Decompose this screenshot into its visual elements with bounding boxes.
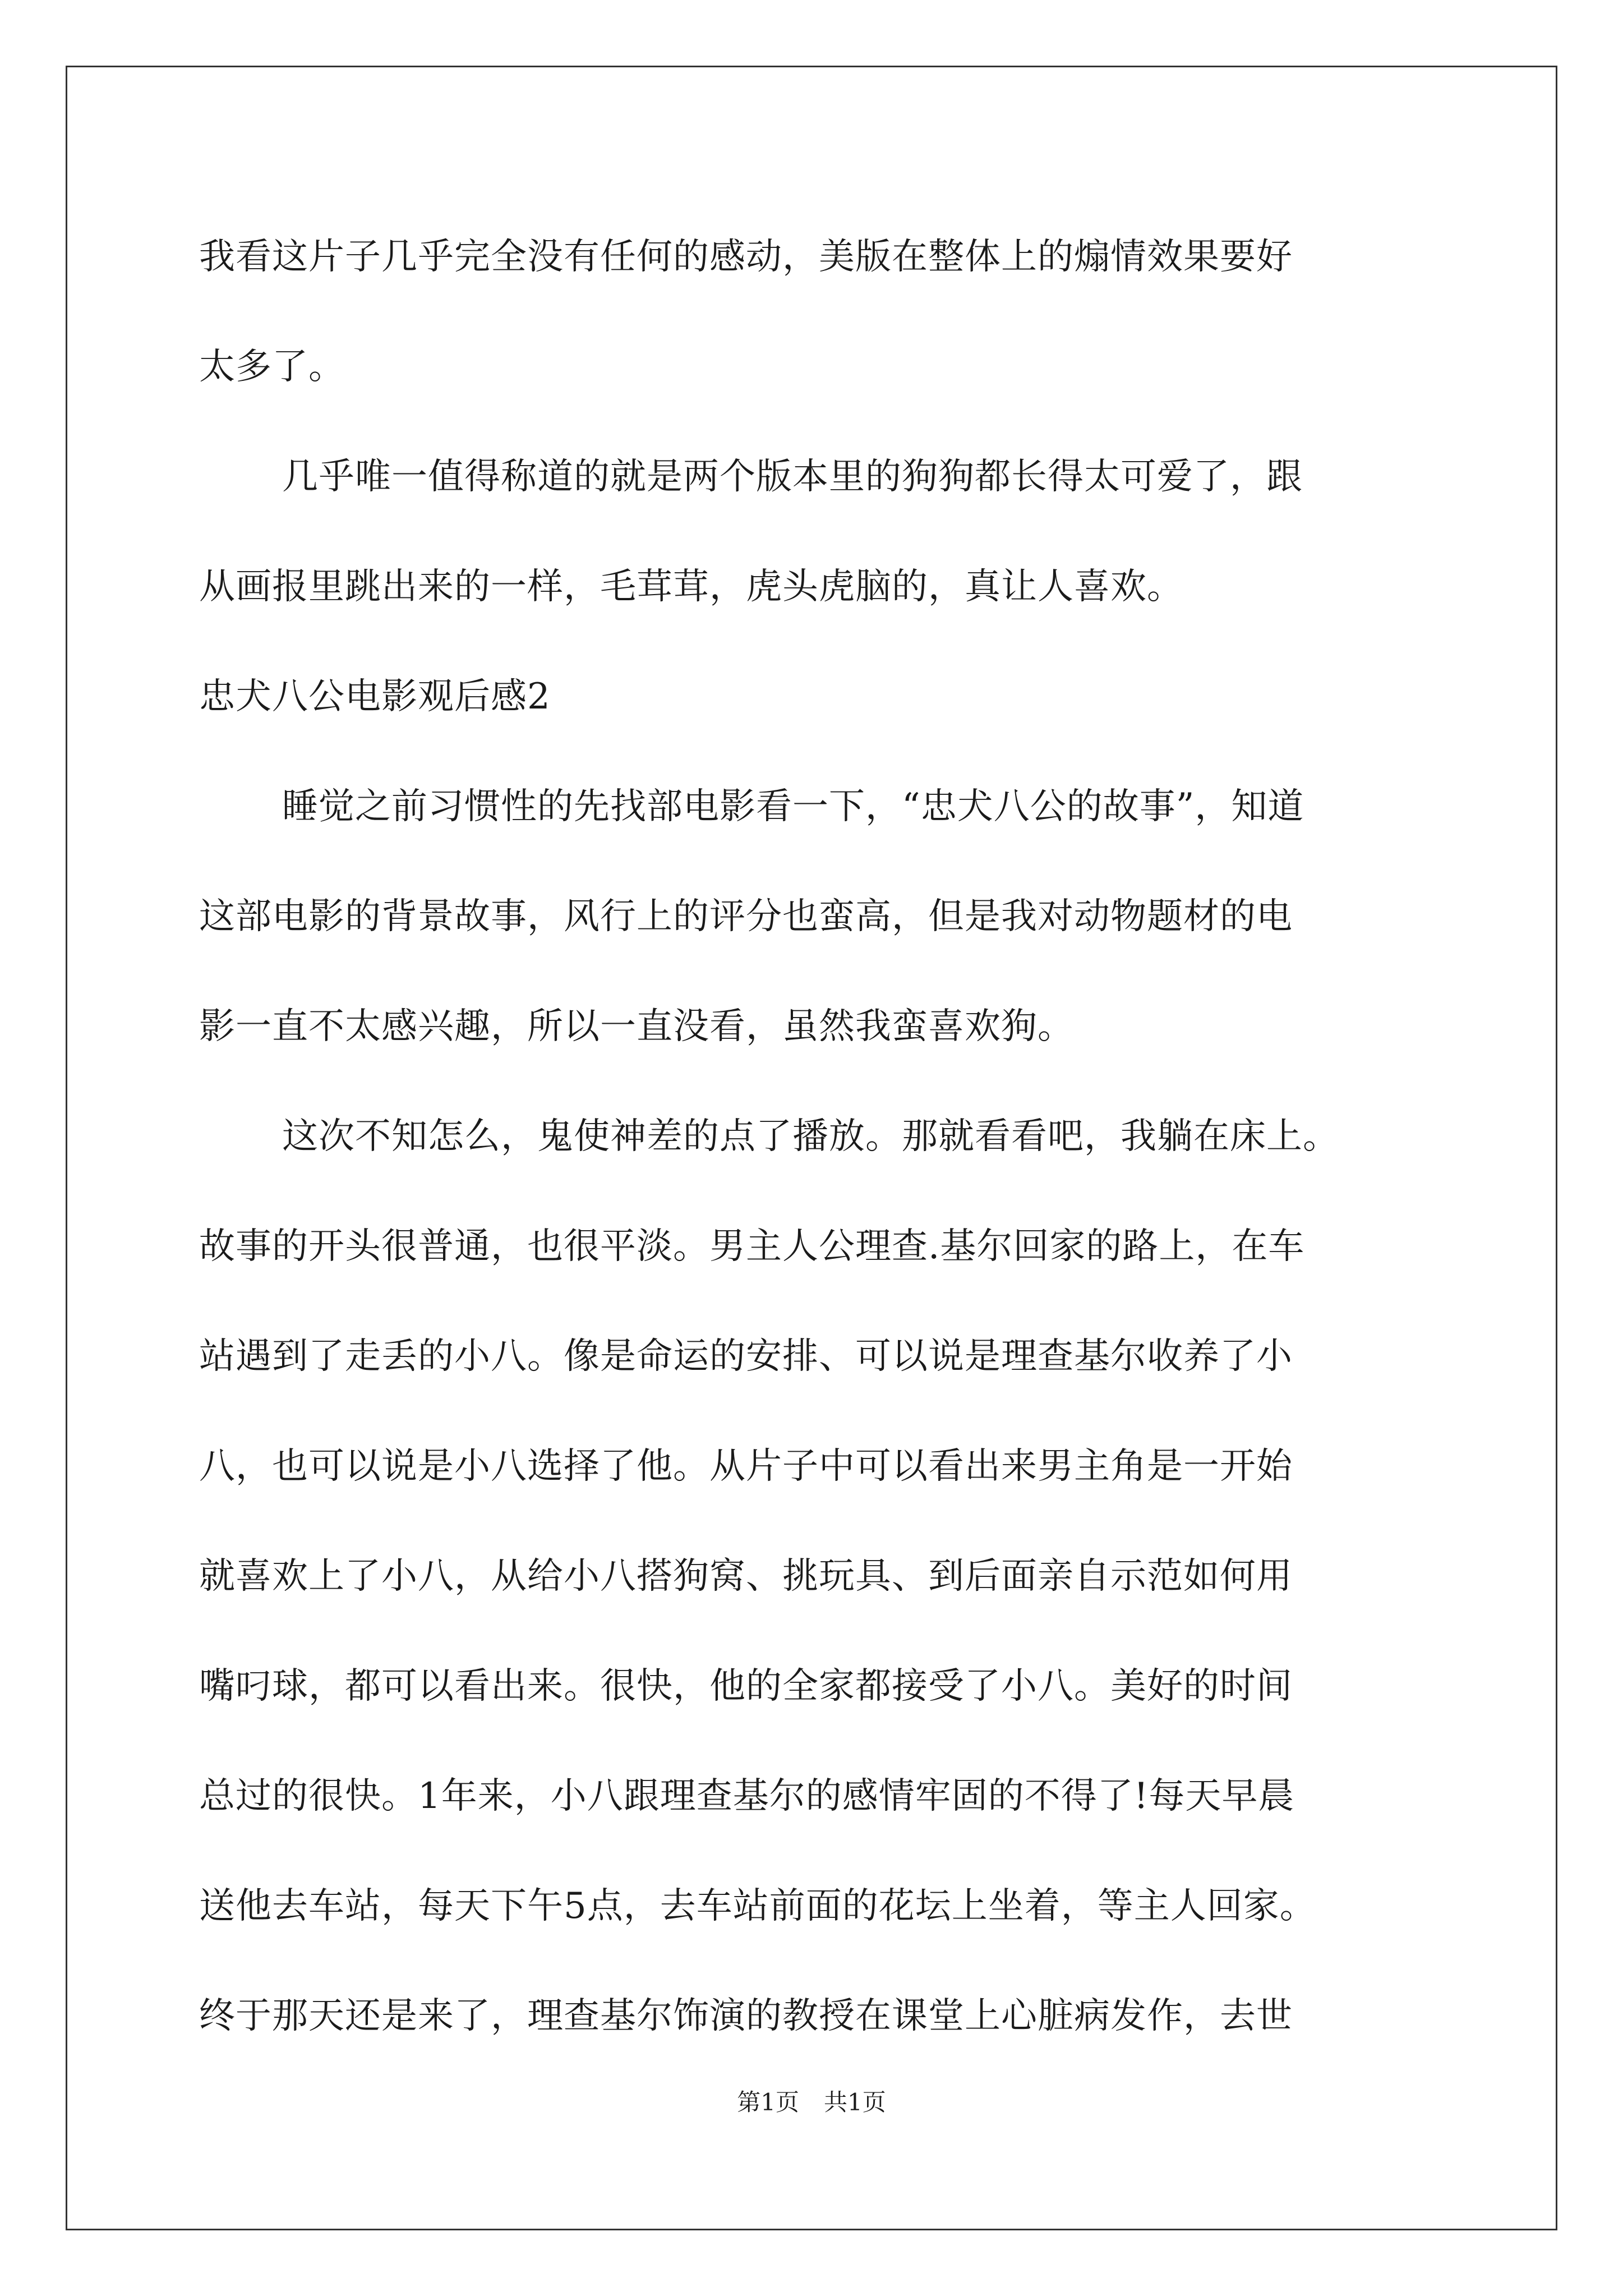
text-line: 故事的开头很普通，也很平淡。男主人公理查.基尔回家的路上，在车 — [199, 1226, 1305, 1267]
section-heading: 忠犬八公电影观后感2 — [199, 676, 551, 717]
text-line: 睡觉之前习惯性的先找部电影看一下，“忠犬八公的故事”，知道 — [282, 786, 1304, 827]
text-line: 总过的很快。1年来，小八跟理查基尔的感情牢固的不得了!每天早晨 — [199, 1775, 1295, 1817]
text-line: 就喜欢上了小八，从给小八搭狗窝、挑玩具、到后面亲自示范如何用 — [199, 1556, 1293, 1597]
text-line: 终于那天还是来了，理查基尔饰演的教授在课堂上心脏病发作，去世 — [199, 1995, 1293, 2037]
text-line: 嘴叼球，都可以看出来。很快，他的全家都接受了小八。美好的时间 — [199, 1665, 1293, 1707]
text-line: 送他去车站，每天下午5点，去车站前面的花坛上坐着，等主人回家。 — [199, 1885, 1316, 1927]
document-body — [199, 202, 1433, 2071]
text-line: 几乎唯一值得称道的就是两个版本里的狗狗都长得太可爱了，跟 — [282, 456, 1303, 498]
page-footer — [0, 2086, 1623, 2119]
text-line: 太多了。 — [199, 346, 345, 388]
text-line: 八，也可以说是小八选择了他。从片子中可以看出来男主角是一开始 — [199, 1446, 1293, 1487]
text-line: 从画报里跳出来的一样，毛茸茸，虎头虎脑的，真让人喜欢。 — [199, 566, 1183, 608]
text-line: 站遇到了走丢的小八。像是命运的安排、可以说是理查基尔收养了小 — [199, 1336, 1293, 1377]
text-line: 这次不知怎么，鬼使神差的点了播放。那就看看吧，我躺在床上。 — [282, 1116, 1339, 1157]
page-number: 第1页 — [737, 2088, 799, 2116]
text-line: 我看这片子几乎完全没有任何的感动，美版在整体上的煽情效果要好 — [199, 236, 1293, 278]
text-line: 影一直不太感兴趣，所以一直没看，虽然我蛮喜欢狗。 — [199, 1006, 1074, 1047]
text-line: 这部电影的背景故事，风行上的评分也蛮高，但是我对动物题材的电 — [199, 896, 1293, 937]
page-total: 共1页 — [824, 2088, 886, 2116]
